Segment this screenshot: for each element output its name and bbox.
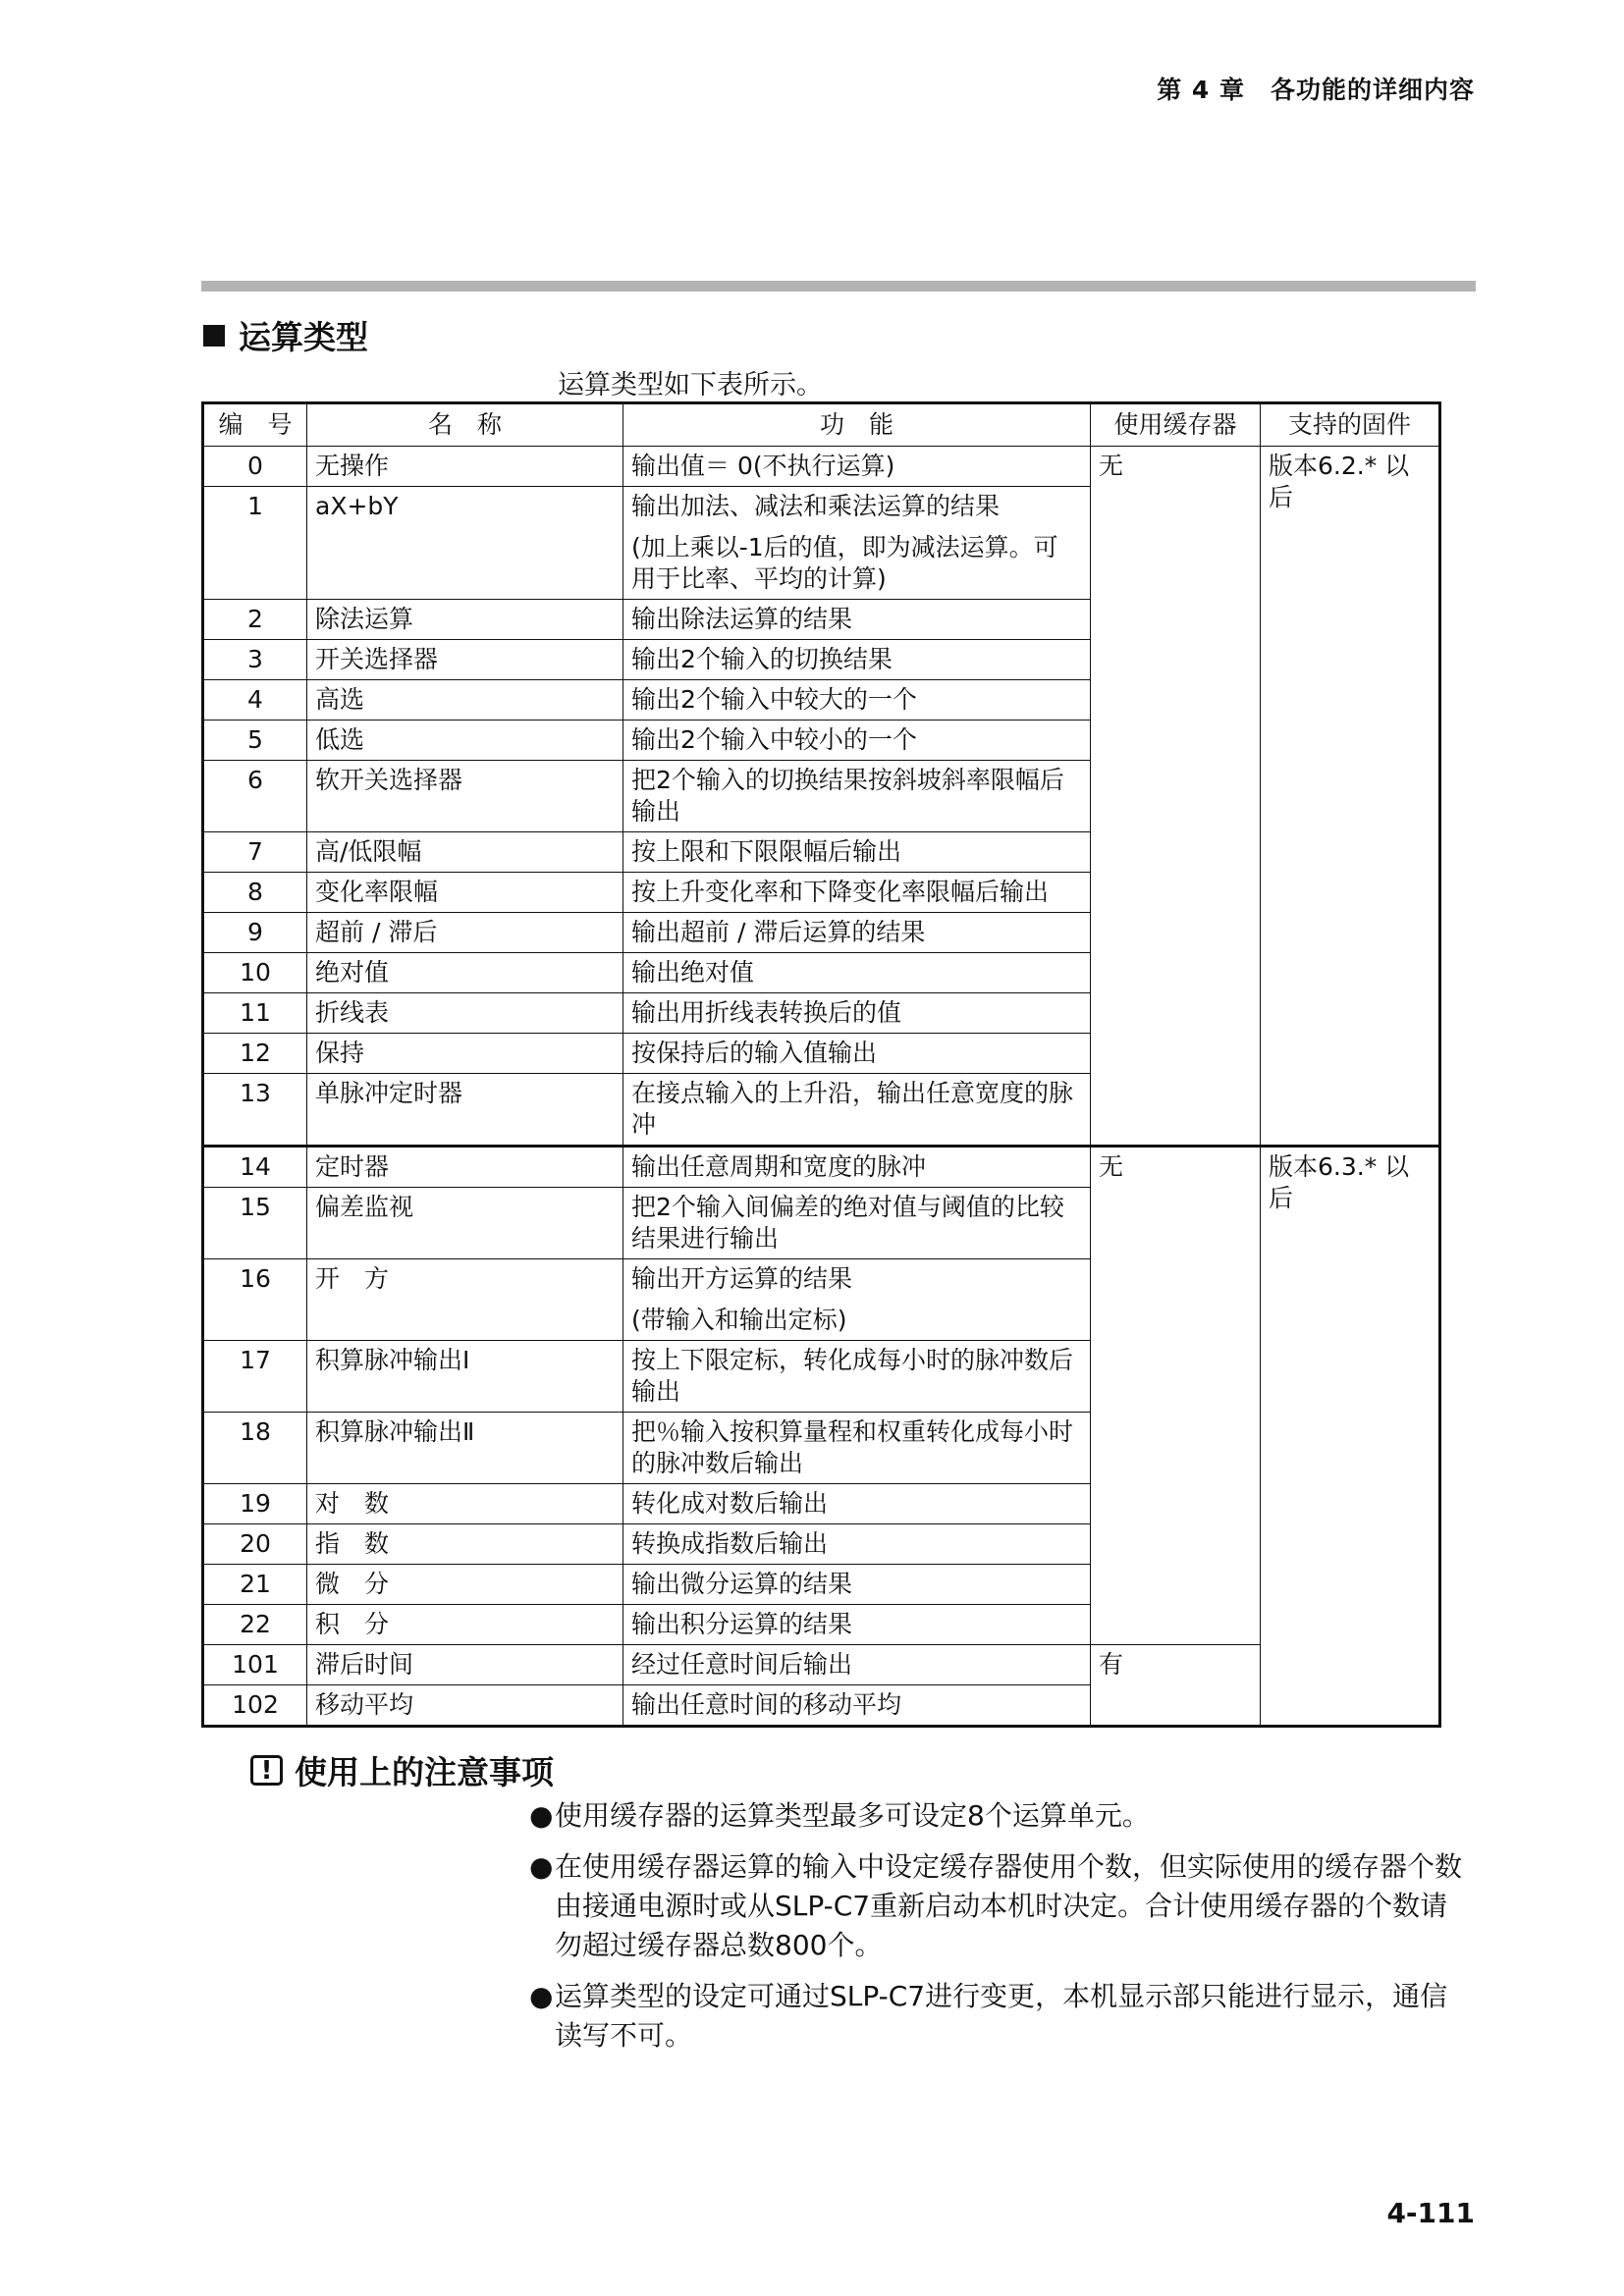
cell-func-text: 经过任意时间后输出 xyxy=(631,1650,853,1679)
table-row xyxy=(203,447,1440,487)
cell-func xyxy=(623,1341,1091,1413)
cell-func-text: 输出2个输入的切换结果 xyxy=(631,645,893,673)
cell-func-note: (带输入和输出定标) xyxy=(631,1306,847,1334)
cell-buffer: 无 xyxy=(1091,1147,1261,1645)
header-firmware: 支持的固件 xyxy=(1261,403,1440,447)
cell-buffer: 无 xyxy=(1091,447,1261,1147)
cell-name: 积 分 xyxy=(307,1605,623,1645)
cell-num: 13 xyxy=(203,1074,307,1147)
bullet-icon: ● xyxy=(529,1799,554,1832)
square-bullet-icon xyxy=(203,325,225,347)
header-num: 编 号 xyxy=(203,403,307,447)
cell-func xyxy=(623,1524,1091,1565)
bullet-icon: ● xyxy=(529,1980,554,2012)
cell-name: 滞后时间 xyxy=(307,1645,623,1685)
page-number: 4-111 xyxy=(1386,2197,1475,2229)
cell-name: 变化率限幅 xyxy=(307,873,623,913)
cell-func-text: 输出微分运算的结果 xyxy=(631,1570,853,1598)
cell-name: 开关选择器 xyxy=(307,640,623,680)
cell-func xyxy=(623,873,1091,913)
cell-func xyxy=(623,993,1091,1034)
cell-func xyxy=(623,832,1091,873)
cell-num: 5 xyxy=(203,721,307,761)
cell-func xyxy=(623,1259,1091,1341)
cell-func-text: 输出超前 / 滞后运算的结果 xyxy=(631,918,926,946)
cell-func-text: 按上下限定标，转化成每小时的脉冲数后输出 xyxy=(631,1346,1074,1406)
cell-func xyxy=(623,447,1091,487)
cell-name: 单脉冲定时器 xyxy=(307,1074,623,1147)
cell-func xyxy=(623,1147,1091,1188)
notes-title xyxy=(250,1747,554,1793)
cell-func-text: 输出2个输入中较大的一个 xyxy=(631,685,917,714)
cell-num: 7 xyxy=(203,832,307,873)
cell-func xyxy=(623,600,1091,640)
cell-func-text: 输出加法、减法和乘法运算的结果 xyxy=(631,492,1001,520)
bullet-icon: ● xyxy=(529,1850,554,1883)
cell-num: 0 xyxy=(203,447,307,487)
cell-num: 16 xyxy=(203,1259,307,1341)
note-item xyxy=(529,1796,1473,1836)
cell-func-text: 按保持后的输入值输出 xyxy=(631,1039,878,1067)
cell-func-text: 输出除法运算的结果 xyxy=(631,605,853,633)
cell-func xyxy=(623,1605,1091,1645)
cell-func-text: 按上限和下限限幅后输出 xyxy=(631,837,902,866)
cell-name: 高/低限幅 xyxy=(307,832,623,873)
cell-num: 15 xyxy=(203,1188,307,1259)
cell-func xyxy=(623,1645,1091,1685)
note-text: 运算类型的设定可通过SLP-C7进行变更，本机显示部只能进行显示，通信读写不可。 xyxy=(555,1980,1448,2052)
table-header-row xyxy=(203,403,1440,447)
cell-func xyxy=(623,640,1091,680)
note-text: 在使用缓存器运算的输入中设定缓存器使用个数，但实际使用的缓存器个数由接通电源时或从SLP-C7重新启动本机时决定。合计使用缓存器的个数请勿超过缓存器总数800个。 xyxy=(555,1850,1463,1961)
cell-num: 20 xyxy=(203,1524,307,1565)
cell-name: 高选 xyxy=(307,680,623,721)
header-name: 名 称 xyxy=(307,403,623,447)
notes-title-text: 使用上的注意事项 xyxy=(295,1753,554,1791)
cell-name: 开 方 xyxy=(307,1259,623,1341)
section-title-text: 运算类型 xyxy=(239,318,368,356)
cell-name: 绝对值 xyxy=(307,953,623,993)
operation-types-table xyxy=(201,401,1441,1728)
cell-func-text: 输出2个输入中较小的一个 xyxy=(631,725,917,754)
note-item xyxy=(529,1847,1473,1965)
header-buffer: 使用缓存器 xyxy=(1091,403,1261,447)
cell-num: 6 xyxy=(203,761,307,832)
cell-name: 对 数 xyxy=(307,1484,623,1524)
cell-num: 101 xyxy=(203,1645,307,1685)
cell-num: 22 xyxy=(203,1605,307,1645)
cell-num: 4 xyxy=(203,680,307,721)
cell-name: 偏差监视 xyxy=(307,1188,623,1259)
cell-func xyxy=(623,1484,1091,1524)
cell-func xyxy=(623,761,1091,832)
cell-name: 低选 xyxy=(307,721,623,761)
exclamation-box-icon: ! xyxy=(250,1755,283,1786)
cell-name: 软开关选择器 xyxy=(307,761,623,832)
cell-num: 17 xyxy=(203,1341,307,1413)
cell-num: 18 xyxy=(203,1413,307,1484)
cell-func xyxy=(623,1074,1091,1147)
cell-num: 1 xyxy=(203,487,307,600)
cell-firmware: 版本6.2.* 以后 xyxy=(1261,447,1440,1147)
cell-func xyxy=(623,913,1091,953)
cell-func-text: 输出开方运算的结果 xyxy=(631,1264,853,1293)
cell-name: 积算脉冲输出Ⅰ xyxy=(307,1341,623,1413)
cell-num: 19 xyxy=(203,1484,307,1524)
cell-firmware: 版本6.3.* 以后 xyxy=(1261,1147,1440,1727)
cell-num: 10 xyxy=(203,953,307,993)
notes-list xyxy=(529,1796,1473,2067)
cell-num: 14 xyxy=(203,1147,307,1188)
cell-func xyxy=(623,953,1091,993)
cell-func-text: 把2个输入的切换结果按斜坡斜率限幅后输出 xyxy=(631,766,1064,826)
cell-func-text: 输出值＝ 0(不执行运算) xyxy=(631,452,895,480)
cell-num: 3 xyxy=(203,640,307,680)
cell-name: 移动平均 xyxy=(307,1685,623,1727)
note-item xyxy=(529,1977,1473,2056)
cell-func xyxy=(623,1685,1091,1727)
cell-func xyxy=(623,1188,1091,1259)
table-row xyxy=(203,1147,1440,1188)
cell-num: 11 xyxy=(203,993,307,1034)
cell-func xyxy=(623,1034,1091,1074)
table-row xyxy=(203,1645,1440,1685)
cell-func-text: 按上升变化率和下降变化率限幅后输出 xyxy=(631,878,1050,906)
cell-func-text: 把％输入按积算量程和权重转化成每小时的脉冲数后输出 xyxy=(631,1417,1074,1477)
cell-num: 102 xyxy=(203,1685,307,1727)
cell-func-text: 在接点输入的上升沿，输出任意宽度的脉冲 xyxy=(631,1079,1074,1139)
header-func: 功 能 xyxy=(623,403,1091,447)
cell-name: 保持 xyxy=(307,1034,623,1074)
cell-num: 2 xyxy=(203,600,307,640)
cell-num: 12 xyxy=(203,1034,307,1074)
section-divider xyxy=(201,281,1476,292)
cell-func xyxy=(623,487,1091,600)
cell-name: 折线表 xyxy=(307,993,623,1034)
cell-func-text: 把2个输入间偏差的绝对值与阈值的比较结果进行输出 xyxy=(631,1193,1064,1253)
cell-func xyxy=(623,1413,1091,1484)
cell-func-text: 输出用折线表转换后的值 xyxy=(631,998,902,1027)
cell-name: aX+bY xyxy=(307,487,623,600)
cell-func-text: 转换成指数后输出 xyxy=(631,1529,829,1558)
cell-func-text: 输出任意周期和宽度的脉冲 xyxy=(631,1152,927,1181)
cell-name: 微 分 xyxy=(307,1565,623,1605)
cell-func-text: 转化成对数后输出 xyxy=(631,1489,829,1518)
cell-name: 除法运算 xyxy=(307,600,623,640)
cell-num: 8 xyxy=(203,873,307,913)
cell-func-text: 输出积分运算的结果 xyxy=(631,1610,853,1638)
section-intro: 运算类型如下表所示。 xyxy=(558,370,823,400)
chapter-header: 第 4 章 各功能的详细内容 xyxy=(1157,76,1475,104)
cell-func xyxy=(623,721,1091,761)
cell-num: 9 xyxy=(203,913,307,953)
cell-func-text: 输出绝对值 xyxy=(631,958,755,987)
cell-buffer: 有 xyxy=(1091,1645,1261,1727)
cell-name: 指 数 xyxy=(307,1524,623,1565)
section-title xyxy=(203,312,368,358)
cell-num: 21 xyxy=(203,1565,307,1605)
cell-func-note: (加上乘以-1后的值，即为减法运算。可用于比率、平均的计算) xyxy=(631,533,1058,593)
cell-func xyxy=(623,1565,1091,1605)
cell-name: 无操作 xyxy=(307,447,623,487)
cell-func xyxy=(623,680,1091,721)
cell-name: 积算脉冲输出Ⅱ xyxy=(307,1413,623,1484)
cell-name: 定时器 xyxy=(307,1147,623,1188)
cell-name: 超前 / 滞后 xyxy=(307,913,623,953)
note-text: 使用缓存器的运算类型最多可设定8个运算单元。 xyxy=(555,1799,1150,1832)
cell-func-text: 输出任意时间的移动平均 xyxy=(631,1690,902,1719)
